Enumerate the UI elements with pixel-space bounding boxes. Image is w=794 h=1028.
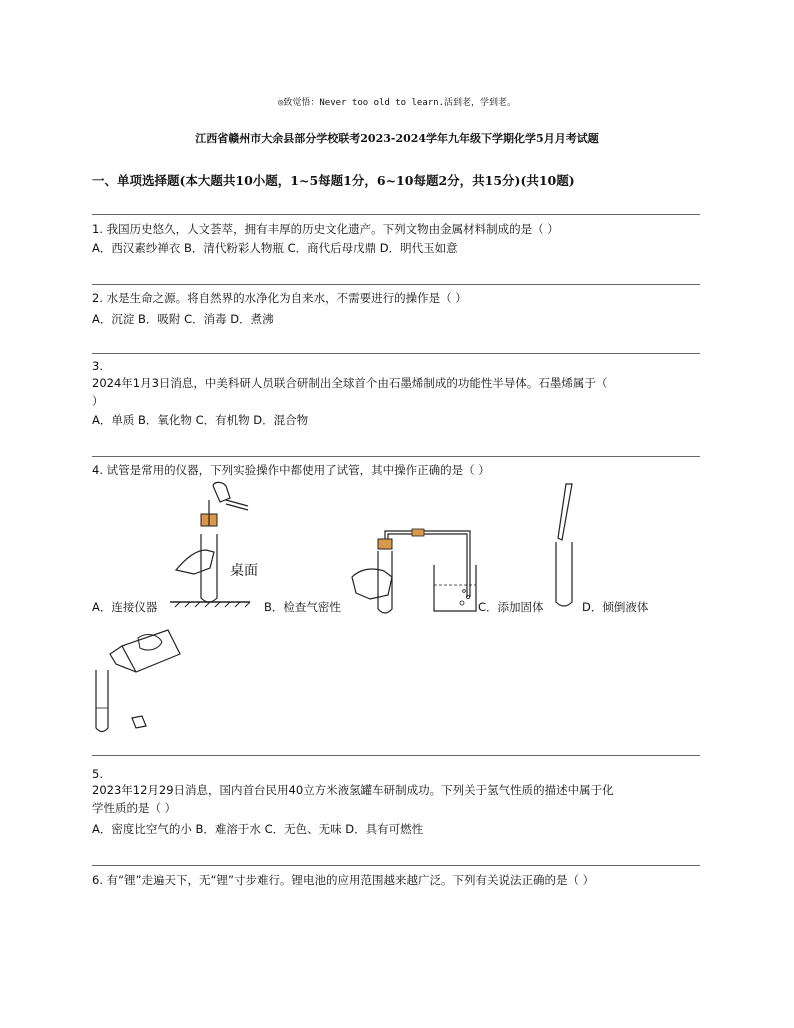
question-divider [92,865,700,866]
rubber-stopper-icon [378,539,392,549]
hand-icon [213,482,230,502]
reagent-bottle-icon [122,630,180,672]
hand-icon [176,550,214,574]
test-tube-icon [378,551,392,613]
q1-options: A．西汉素纱禅衣 B．清代粉彩人物瓶 C．商代后母戊鼎 D．明代玉如意 [92,241,458,255]
q3-number: 3. [92,359,103,373]
question-divider [92,353,700,354]
q3-stem-line2: ） [92,394,104,408]
hand-icon [352,569,392,599]
spatula-icon [558,484,572,540]
q4-option-d: D．倾倒液体 [582,600,649,614]
q2-stem: 2. 水是生命之源。将自然界的水净化为自来水，不需要进行的操作是（ ） [92,291,467,305]
q6-stem: 6. 有“锂”走遍天下，无“锂”寸步难行。锂电池的应用范围越来越广泛。下列有关说法正确的是（ ） [92,873,595,887]
question-divider [92,755,700,756]
exam-title: 江西省赣州市大余县部分学校联考2023-2024学年九年级下学期化学5月月考试题 [195,132,599,145]
airtightness-check-figure [350,525,480,617]
pouring-liquid-figure [92,624,192,736]
q3-stem-line1: 2024年1月3日消息，中美科研人员联合研制出全球首个由石墨烯制成的功能性半导体。石墨烯属于（ [92,376,608,390]
q4-option-a: A．连接仪器 [92,600,158,614]
connect-apparatus-figure [170,480,260,608]
test-tube-icon [96,670,108,732]
q5-stem-line2: 学性质的是（ ） [92,801,177,815]
glass-tube [385,531,470,597]
section-heading: 一、单项选择题(本大题共10小题，1~5每题1分，6~10每题2分，共15分)(共10题) [92,173,575,188]
question-divider [92,456,700,457]
q1-stem: 1. 我国历史悠久，人文荟萃，拥有丰厚的历史文化遗产。下列文物由金属材料制成的是（ ） [92,222,559,236]
q4-option-b: B．检查气密性 [264,600,341,614]
q3-options: A．单质 B．氧化物 C．有机物 D．混合物 [92,413,309,427]
question-divider [92,284,700,285]
q5-number: 5. [92,767,103,781]
bottle-cap-icon [132,716,146,728]
test-tube-icon [556,542,572,606]
desk-label: 桌面 [230,563,258,579]
q2-options: A．沉淀 B．吸附 C．消毒 D．煮沸 [92,312,274,326]
adding-solid-figure [548,480,582,610]
q4-stem: 4. 试管是常用的仪器，下列实验操作中都使用了试管，其中操作正确的是（ ） [92,463,490,477]
q5-stem-line1: 2023年12月29日消息，国内首台民用40立方米液氢罐车研制成功。下列关于氢气性质的描述中属于化 [92,783,614,797]
q4-option-c: C．添加固体 [478,600,544,614]
q5-options: A．密度比空气的小 B．难溶于水 C．无色、无味 D．具有可燃性 [92,822,424,836]
question-divider [92,214,700,215]
page-motto: ◎致觉悟：Never too old to learn.活到老，学到老。 [277,98,517,108]
